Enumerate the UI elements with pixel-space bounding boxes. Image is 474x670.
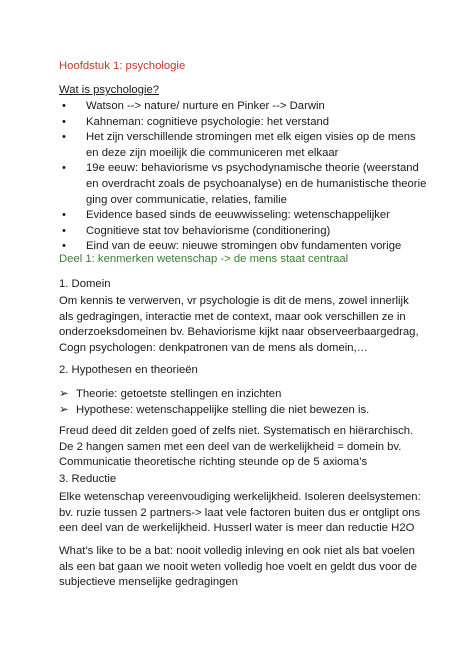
- part-heading: Deel 1: kenmerken wetenschap -> de mens staat centraal: [59, 253, 349, 265]
- section-title-hypothesen: 2. Hypothesen en theorieën: [59, 364, 198, 376]
- list-item: • Cognitieve stat tov behaviorisme (conditionering): [59, 224, 429, 240]
- section-paragraph-bat: What’s like to be a bat: nooit volledig inleving en ook niet als bat voelen als een bat gaan we nooit weten volledig hoe voelt en geldt dus voor de subjectieve menselijke gedragingen: [59, 545, 417, 589]
- list-item: • Eind van de eeuw: nieuwe stromingen obv fundamenten vorige: [59, 239, 429, 255]
- list-item: ➢ Theorie: getoetste stellingen en inzichten: [59, 387, 429, 403]
- list-item: ➢ Hypothese: wetenschappelijke stelling die niet bewezen is.: [59, 403, 429, 419]
- list-item: • Het zijn verschillende stromingen met elk eigen visies op de mens en deze zijn moeilijk die communiceren met elkaar: [62, 131, 416, 159]
- bullet-icon: •: [62, 224, 66, 237]
- section-paragraph-reductie: Elke wetenschap vereenvoudiging werkelijkheid. Isoleren deelsystemen: bv. ruzie tussen 2 partners-> laat vele factoren buiten dus er ontglipt ons een deel van de werkelijkheid. Husserl water is meer dan reductie H2O: [59, 491, 421, 535]
- list-item: • Watson --> nature/ nurture en Pinker --> Darwin: [59, 99, 429, 115]
- section-title-reductie: 3. Reductie: [59, 473, 117, 485]
- list-item: • 19e eeuw: behaviorisme vs psychodynamische theorie (weerstand en overdracht zoals de psychoanalyse) en de humanistische theorie ging over communicatie, relaties, familie: [62, 162, 427, 206]
- bullet-icon: •: [62, 162, 66, 175]
- bullet-icon: •: [62, 209, 66, 222]
- arrow-bullet-icon: ➢: [59, 388, 69, 400]
- chapter-heading: Hoofdstuk 1: psychologie: [59, 60, 186, 72]
- bullet-icon: •: [62, 100, 66, 112]
- bullet-icon: •: [62, 240, 66, 253]
- section-title-domein: 1. Domein: [59, 278, 111, 290]
- list-item: • Evidence based sinds de eeuwwisseling: wetenschappelijker: [59, 208, 429, 224]
- section-paragraph-hypothesen: Freud deed dit zelden goed of zelfs niet. Systematisch en hiërarchisch. De 2 hangen samen met een deel van de werkelijkheid = domein bv. Communicatie theoretische richting steunde op de 5 axioma’s: [59, 425, 414, 469]
- arrow-list: [59, 387, 429, 418]
- bullet-icon: •: [62, 115, 66, 128]
- section-subheading: Wat is psychologie?: [59, 84, 160, 96]
- bullet-list: [59, 99, 429, 255]
- section-paragraph-domein: Om kennis te verwerven, vr psychologie is dit de mens, zowel innerlijk als gedragingen, interactie met de context, maar ook verschillen ze in onderzoeksdomeinen bv. Behaviorisme kijkt naar observeerbaargedrag, Cogn psychologen: denkpatronen van de mens als domein,…: [59, 295, 419, 354]
- list-item: • Kahneman: cognitieve psychologie: het verstand: [59, 115, 429, 131]
- bullet-icon: •: [62, 131, 66, 144]
- arrow-bullet-icon: ➢: [59, 403, 69, 416]
